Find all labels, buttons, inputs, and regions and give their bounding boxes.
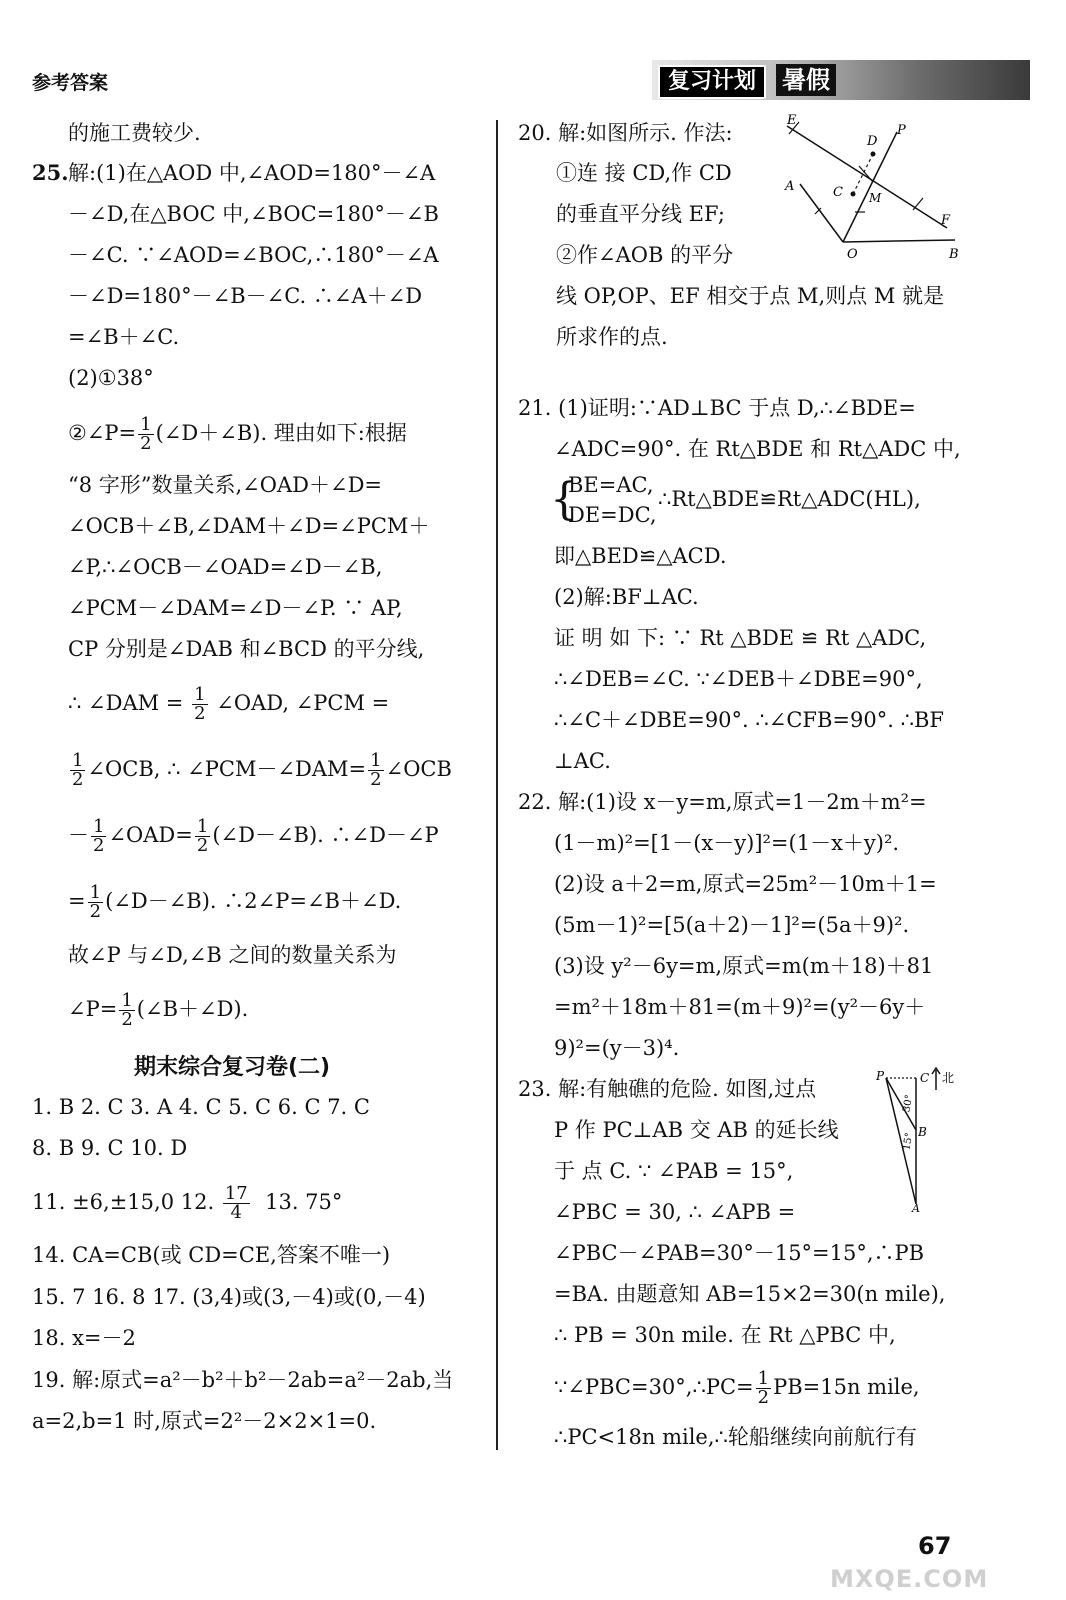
text-line: (2)设 a＋2=m,原式=25m²－10m＋1= xyxy=(554,872,937,896)
text-line xyxy=(68,416,407,453)
label-a: A xyxy=(912,1202,920,1214)
text-line: BE=AC, xyxy=(568,473,654,497)
label-b: B xyxy=(949,247,959,262)
answer-line: 18. x=－2 xyxy=(32,1326,136,1350)
text-span: (∠D＋∠B). 理由如下:根据 xyxy=(155,421,407,445)
text-span: ∴ ∠DAM = xyxy=(68,691,184,715)
numerator: 1 xyxy=(89,882,102,903)
text-line: “8 字形”数量关系,∠OAD＋∠D= xyxy=(68,473,383,497)
text-line xyxy=(554,1370,920,1407)
text-line: 证 明 如 下: ∵ Rt △BDE ≌ Rt △ADC, xyxy=(554,626,927,650)
text-line: ∠PBC = 30, ∴ ∠APB = xyxy=(554,1200,796,1224)
fraction-half xyxy=(138,416,153,453)
fraction-17-4 xyxy=(223,1185,250,1222)
numerator: 1 xyxy=(93,816,105,837)
text-line: ∠ADC=90°. 在 Rt△BDE 和 Rt△ADC 中, xyxy=(554,437,961,461)
answer-line xyxy=(32,1185,342,1222)
denominator: 2 xyxy=(196,835,209,856)
text-line: 的施工费较少. xyxy=(68,121,201,145)
text-span: ∠OAD= xyxy=(108,823,193,847)
denominator: 2 xyxy=(757,1387,770,1408)
label-a: A xyxy=(785,179,795,194)
text-line: 于 点 C. ∵ ∠PAB = 15°, xyxy=(554,1159,794,1183)
text-span: － xyxy=(68,823,89,847)
text-span: ②∠P= xyxy=(68,421,137,445)
text-line: ⊥AC. xyxy=(554,749,611,773)
text-line xyxy=(68,818,439,855)
text-span: ∠OAD, ∠PCM = xyxy=(216,691,390,715)
fraction-half xyxy=(195,818,210,855)
text-line: =m²＋18m＋81=(m＋9)²=(y²－6y＋ xyxy=(554,995,926,1019)
numerator: 1 xyxy=(370,750,382,771)
text-line: ①连 接 CD,作 CD xyxy=(556,161,732,185)
label-p: P xyxy=(876,1069,885,1083)
text-line xyxy=(68,884,401,921)
text-line: CP 分别是∠DAB 和∠BCD 的平分线, xyxy=(68,637,425,661)
text-line: ∴∠C＋∠DBE=90°. ∴∠CFB=90°. ∴BF xyxy=(554,708,944,732)
text-span: = xyxy=(68,889,86,913)
denominator: 2 xyxy=(370,769,382,790)
figure-23-diagram xyxy=(872,1064,972,1214)
label-north: 北 xyxy=(942,1071,955,1085)
text-line: ∴ PB = 30n mile. 在 Rt △PBC 中, xyxy=(554,1323,896,1347)
text-line: (2)①38° xyxy=(68,366,154,390)
text-line: －∠D=180°－∠B－∠C. ∴∠A＋∠D xyxy=(68,284,423,308)
numerator: 1 xyxy=(140,414,152,435)
denominator: 2 xyxy=(194,703,206,724)
column-divider xyxy=(496,120,498,1450)
text-line: 解:(1)在△AOD 中,∠AOD=180°－∠A xyxy=(68,161,436,185)
section-title: 期末综合复习卷(二) xyxy=(134,1055,331,1080)
answer-line: 15. 7 16. 8 17. (3,4)或(3,－4)或(0,－4) xyxy=(32,1285,426,1309)
numerator: 1 xyxy=(196,816,209,837)
text-line: ∴Rt△BDE≌Rt△ADC(HL), xyxy=(658,487,921,511)
label-f: F xyxy=(941,213,951,228)
text-span: ∠OCB xyxy=(385,757,452,781)
text-line: －∠D,在△BOC 中,∠BOC=180°－∠B xyxy=(68,202,439,226)
banner-subtitle: 暑假 xyxy=(776,64,836,96)
text-span: ∵∠PBC=30°,∴PC= xyxy=(554,1375,754,1399)
label-b: B xyxy=(918,1125,927,1139)
text-line: (5m－1)²=[5(a＋2)－1]²=(5a＋9)². xyxy=(554,913,910,937)
page-number: 67 xyxy=(918,1532,952,1560)
point-d xyxy=(871,152,876,157)
fraction-half xyxy=(119,992,134,1029)
numerator: 1 xyxy=(121,990,133,1011)
fraction-half xyxy=(70,752,85,789)
answer-line: 1. B 2. C 3. A 4. C 5. C 6. C 7. C xyxy=(32,1095,370,1119)
fraction-half xyxy=(88,884,103,921)
denominator: 2 xyxy=(121,1009,133,1030)
text-line: 即△BED≌△ACD. xyxy=(554,544,727,568)
text-line: DE=DC, xyxy=(568,503,657,527)
fraction-half xyxy=(368,752,383,789)
question-number: 25. xyxy=(32,160,69,185)
text-line xyxy=(68,686,389,723)
label-m: M xyxy=(869,191,882,205)
numerator: 1 xyxy=(194,684,206,705)
text-line: －∠C. ∵∠AOD=∠BOC,∴180°－∠A xyxy=(68,243,439,267)
text-span: ∠OCB, ∴ ∠PCM－∠DAM= xyxy=(87,757,367,781)
text-line: ∴PC<18n mile,∴轮船继续向前航行有 xyxy=(554,1425,917,1449)
header-banner xyxy=(652,60,1030,100)
angle-30: 30° xyxy=(901,1093,916,1114)
text-line: =BA. 由题意知 AB=15×2=30(n mile), xyxy=(554,1282,946,1306)
denominator: 2 xyxy=(93,835,105,856)
label-d: D xyxy=(867,134,878,149)
text-line: ∠OCB＋∠B,∠DAM＋∠D=∠PCM＋ xyxy=(68,514,430,538)
banner-title: 复习计划 xyxy=(658,65,766,99)
numerator: 1 xyxy=(757,1368,770,1389)
text-line: 的垂直平分线 EF; xyxy=(556,202,725,226)
text-line: (1－m)²=[1－(x－y)]²=(1－x＋y)². xyxy=(554,831,900,855)
text-line xyxy=(68,992,248,1029)
figure-20-diagram xyxy=(775,112,970,262)
header-label: 参考答案 xyxy=(32,72,109,94)
label-o: O xyxy=(847,247,858,262)
text-line: ∠P,∴∠OCB－∠OAD=∠D－∠B, xyxy=(68,555,383,579)
fraction-half xyxy=(192,686,207,723)
text-line: =∠B＋∠C. xyxy=(68,325,180,349)
answer-line: 14. CA=CB(或 CD=CE,答案不唯一) xyxy=(32,1243,391,1267)
text-span: 11. ±6,±15,0 12. xyxy=(32,1190,215,1214)
text-span: 13. 75° xyxy=(265,1190,343,1214)
text-line: 23. 解:有触礁的危险. 如图,过点 xyxy=(518,1077,817,1101)
text-line: ②作∠AOB 的平分 xyxy=(556,243,734,267)
text-line: 20. 解:如图所示. 作法: xyxy=(518,121,733,145)
answer-line: a=2,b=1 时,原式=2²－2×2×1=0. xyxy=(32,1409,377,1433)
label-c: C xyxy=(833,185,843,200)
text-span: (∠D－∠B). ∴∠D－∠P xyxy=(212,823,439,847)
text-line: 9)²=(y－3)⁴. xyxy=(554,1036,680,1060)
label-p: P xyxy=(897,123,906,138)
text-span: (∠B＋∠D). xyxy=(136,997,249,1021)
text-line xyxy=(68,752,452,789)
answer-line: 8. B 9. C 10. D xyxy=(32,1136,188,1160)
denominator: 2 xyxy=(89,901,102,922)
fraction-half xyxy=(756,1370,771,1407)
text-line: 21. (1)证明:∵AD⊥BC 于点 D,∴∠BDE= xyxy=(518,396,916,420)
text-line: 线 OP,OP、EF 相交于点 M,则点 M 就是 xyxy=(556,284,945,308)
angle-15: 15° xyxy=(901,1131,916,1152)
fraction-half xyxy=(91,818,106,855)
numerator: 1 xyxy=(72,750,84,771)
answer-line: 19. 解:原式=a²－b²＋b²－2ab=a²－2ab,当 xyxy=(32,1368,454,1392)
brace-symbol: { xyxy=(550,474,578,525)
text-line: 所求作的点. xyxy=(556,325,668,349)
text-span: ∠P= xyxy=(68,997,118,1021)
denominator: 2 xyxy=(72,769,84,790)
label-c: C xyxy=(920,1071,930,1085)
text-line: 22. 解:(1)设 x－y=m,原式=1－2m＋m²= xyxy=(518,790,927,814)
ray-ob xyxy=(843,240,955,242)
label-e: E xyxy=(787,113,797,128)
watermark: MXQE.COM xyxy=(830,1565,989,1593)
text-line: ∴∠DEB=∠C. ∵∠DEB＋∠DBE=90°, xyxy=(554,667,923,691)
text-line: 故∠P 与∠D,∠B 之间的数量关系为 xyxy=(68,943,397,967)
text-line: ∠PBC－∠PAB=30°－15°=15°,∴PB xyxy=(554,1241,925,1265)
numerator: 17 xyxy=(224,1183,248,1204)
text-line: (3)设 y²－6y=m,原式=m(m＋18)＋81 xyxy=(554,954,934,978)
denominator: 2 xyxy=(140,433,152,454)
denominator: 4 xyxy=(230,1202,242,1223)
text-span: (∠D－∠B). ∴2∠P=∠B＋∠D. xyxy=(105,889,402,913)
text-line: ∠PCM－∠DAM=∠D－∠P. ∵ AP, xyxy=(68,596,403,620)
text-span: PB=15n mile, xyxy=(773,1375,920,1399)
text-line: (2)解:BF⊥AC. xyxy=(554,585,699,609)
point-c xyxy=(851,192,856,197)
text-line: P 作 PC⊥AB 交 AB 的延长线 xyxy=(554,1118,839,1142)
